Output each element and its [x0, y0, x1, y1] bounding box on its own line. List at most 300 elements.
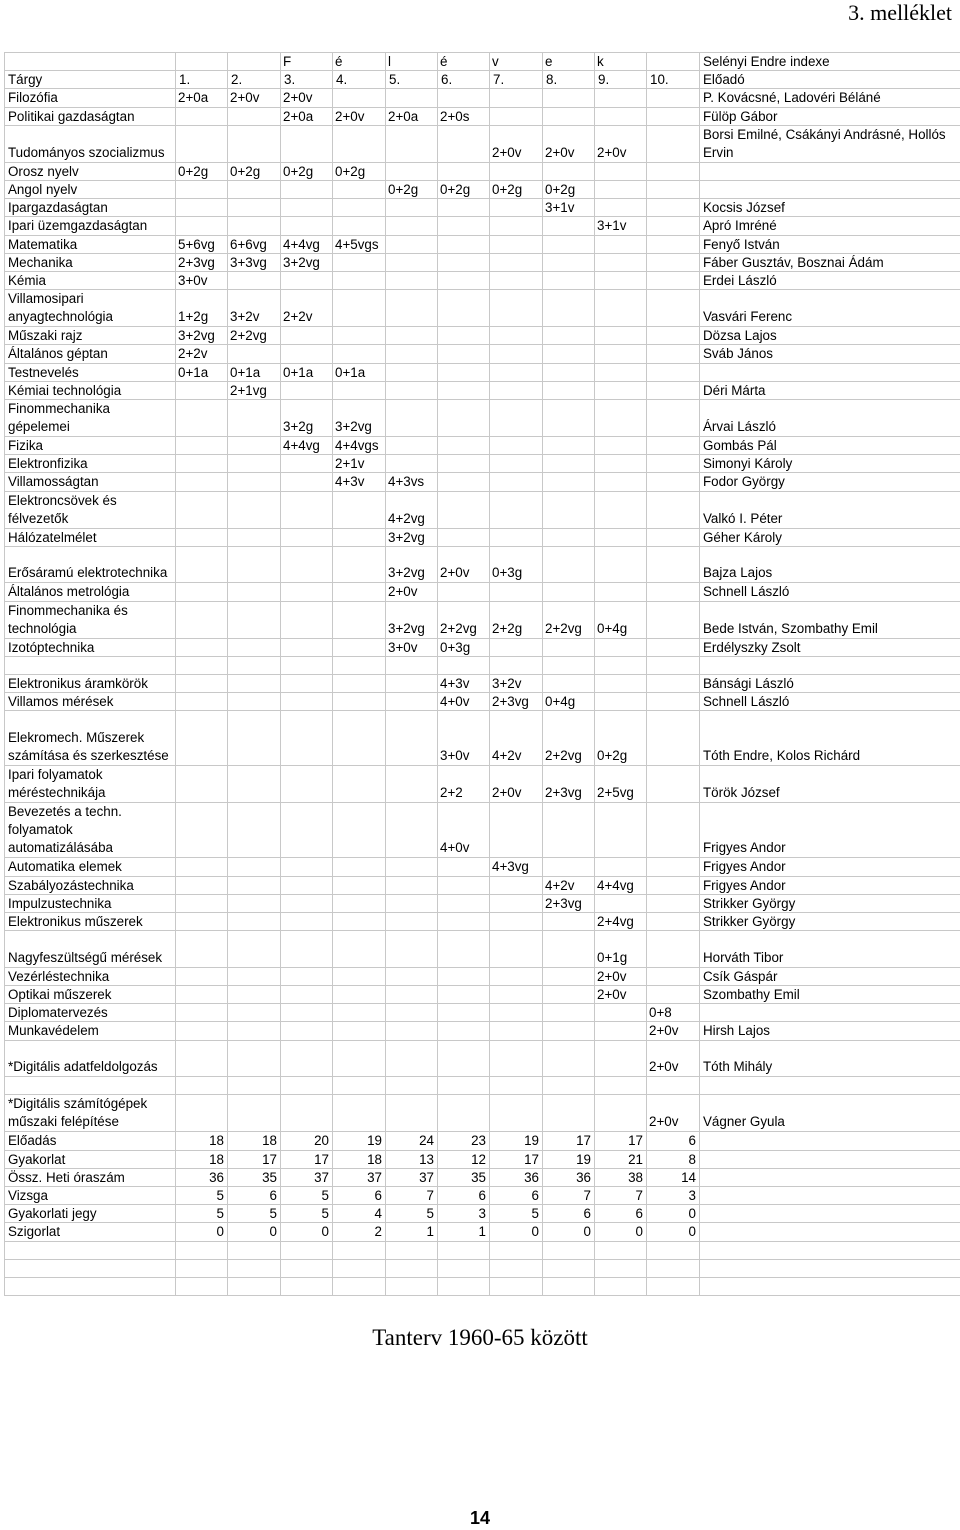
semester-hours [647, 894, 700, 912]
semester-hours [281, 181, 333, 199]
empty-cell [490, 1259, 543, 1277]
summary-row [5, 1168, 960, 1186]
semester-hours [595, 1095, 647, 1132]
semester-hours [543, 272, 595, 290]
semester-hours [386, 711, 438, 766]
subject-row [5, 473, 960, 491]
summary-value: 3 [647, 1186, 700, 1204]
semester-hours [647, 272, 700, 290]
semester-hours [176, 455, 228, 473]
semester-hours [281, 528, 333, 546]
subject-row [5, 1040, 960, 1077]
subject-name: Matematika [5, 235, 176, 253]
summary-value: 21 [595, 1150, 647, 1168]
summary-value: 0 [647, 1205, 700, 1223]
subject-row [5, 711, 960, 766]
semester-hours [386, 125, 438, 162]
subject-name: Szabályozástechnika [5, 876, 176, 894]
semester-hours [228, 912, 281, 930]
semester-hours: 2+0v [647, 1022, 700, 1040]
semester-hours [490, 1077, 543, 1095]
semester-hours: 0+1a [281, 363, 333, 381]
semester-hours [333, 199, 386, 217]
semester-hours: 4+3v [333, 473, 386, 491]
subject-row [5, 491, 960, 528]
subject-name: Vezérléstechnika [5, 967, 176, 985]
lecturer-name: Tóth Mihály [700, 1040, 960, 1077]
curriculum-table-body [5, 53, 960, 1296]
lecturer-name [700, 181, 960, 199]
subject-row [5, 199, 960, 217]
semester-hours [490, 455, 543, 473]
semester-hours: 3+2vg [281, 253, 333, 271]
subject-row [5, 912, 960, 930]
semester-hours [438, 253, 490, 271]
lecturer-name: Strikker György [700, 894, 960, 912]
summary-value: 6 [228, 1186, 281, 1204]
lecturer-name: Valkó I. Péter [700, 491, 960, 528]
semester-hours: 2+2 [438, 766, 490, 803]
semester-hours: 2+0v [595, 985, 647, 1003]
summary-value: 23 [438, 1132, 490, 1150]
subject-name: Ipari üzemgazdaságtan [5, 217, 176, 235]
semester-hours: 2+0v [647, 1040, 700, 1077]
summary-label: Előadás [5, 1132, 176, 1150]
empty-cell [228, 1277, 281, 1295]
semester-hours [647, 381, 700, 399]
semester-hours [647, 876, 700, 894]
summary-value: 0 [228, 1223, 281, 1241]
summary-blank [700, 1223, 960, 1241]
semester-hours [228, 1040, 281, 1077]
semester-title-letter: é [438, 53, 490, 71]
column-header: 1. [176, 71, 228, 89]
semester-hours [438, 437, 490, 455]
semester-hours [490, 528, 543, 546]
summary-value: 38 [595, 1168, 647, 1186]
column-header: 3. [281, 71, 333, 89]
semester-hours [647, 125, 700, 162]
semester-hours [647, 107, 700, 125]
subject-row [5, 546, 960, 583]
semester-hours [595, 381, 647, 399]
summary-value: 2 [333, 1223, 386, 1241]
semester-hours: 2+2vg [543, 711, 595, 766]
semester-hours: 4+4vg [281, 437, 333, 455]
semester-hours [176, 985, 228, 1003]
semester-hours [281, 546, 333, 583]
semester-hours [543, 912, 595, 930]
lecturer-name: Sváb János [700, 345, 960, 363]
lecturer-name: Erdélyszky Zsolt [700, 638, 960, 656]
semester-hours: 0+2g [228, 162, 281, 180]
semester-hours [595, 656, 647, 674]
summary-value: 6 [647, 1132, 700, 1150]
lecturer-name [700, 363, 960, 381]
semester-hours: 2+2g [490, 601, 543, 638]
semester-hours [386, 858, 438, 876]
empty-cell [333, 1277, 386, 1295]
semester-hours [333, 912, 386, 930]
lecturer-name: Kocsis József [700, 199, 960, 217]
semester-hours: 2+2vg [228, 327, 281, 345]
subject-row [5, 235, 960, 253]
semester-hours [386, 89, 438, 107]
semester-hours [386, 327, 438, 345]
lecturer-name: Dözsa Lajos [700, 327, 960, 345]
semester-hours: 4+0v [438, 803, 490, 858]
semester-hours [490, 272, 543, 290]
summary-value: 18 [176, 1150, 228, 1168]
semester-title-blank [228, 53, 281, 71]
subject-row [5, 290, 960, 327]
page-header-label: 3. melléklet [848, 0, 952, 25]
semester-hours [333, 601, 386, 638]
semester-hours [386, 400, 438, 437]
semester-hours: 2+0v [438, 546, 490, 583]
semester-hours [543, 656, 595, 674]
semester-hours [543, 381, 595, 399]
subject-name: Elekromech. Műszerek számítása és szerkesztése [5, 711, 176, 766]
subject-name: Ipari folyamatok méréstechnikája [5, 766, 176, 803]
semester-hours [333, 290, 386, 327]
semester-hours [543, 363, 595, 381]
semester-hours [333, 894, 386, 912]
summary-value: 24 [386, 1132, 438, 1150]
semester-hours [595, 235, 647, 253]
lecturer-name: Déri Márta [700, 381, 960, 399]
semester-hours: 2+0v [595, 125, 647, 162]
semester-hours: 2+4vg [595, 912, 647, 930]
semester-hours: 3+2vg [386, 546, 438, 583]
semester-hours [333, 345, 386, 363]
semester-hours [176, 638, 228, 656]
semester-hours [228, 876, 281, 894]
semester-hours [647, 162, 700, 180]
summary-value: 14 [647, 1168, 700, 1186]
subject-row [5, 181, 960, 199]
semester-hours [647, 363, 700, 381]
semester-hours [438, 363, 490, 381]
semester-hours [176, 675, 228, 693]
semester-hours [543, 1040, 595, 1077]
lecturer-name: Bánsági László [700, 675, 960, 693]
semester-hours: 3+1v [595, 217, 647, 235]
semester-title-letter: e [543, 53, 595, 71]
semester-hours: 2+1v [333, 455, 386, 473]
subject-row [5, 125, 960, 162]
semester-hours [647, 675, 700, 693]
semester-hours: 4+4vg [595, 876, 647, 894]
semester-title-letter: v [490, 53, 543, 71]
semester-hours [438, 199, 490, 217]
subject-name: Politikai gazdaságtan [5, 107, 176, 125]
summary-blank [700, 1132, 960, 1150]
semester-hours [595, 327, 647, 345]
semester-hours: 2+0v [228, 89, 281, 107]
semester-hours: 3+2vg [333, 400, 386, 437]
summary-value: 37 [386, 1168, 438, 1186]
subject-row [5, 89, 960, 107]
subject-name: Elektroncsövek és félvezetők [5, 491, 176, 528]
subject-name: Műszaki rajz [5, 327, 176, 345]
semester-hours [176, 181, 228, 199]
summary-value: 37 [281, 1168, 333, 1186]
subject-row [5, 253, 960, 271]
column-header: Előadó [700, 71, 960, 89]
subject-name: Testnevelés [5, 363, 176, 381]
semester-hours: 2+0v [386, 583, 438, 601]
lecturer-name: Bajza Lajos [700, 546, 960, 583]
semester-hours [228, 1004, 281, 1022]
lecturer-name: Szombathy Emil [700, 985, 960, 1003]
semester-hours: 3+2v [490, 675, 543, 693]
semester-hours [647, 546, 700, 583]
subject-row [5, 1022, 960, 1040]
semester-hours [595, 290, 647, 327]
subject-name: Filozófia [5, 89, 176, 107]
semester-hours [333, 253, 386, 271]
semester-hours [386, 1022, 438, 1040]
empty-cell [490, 1241, 543, 1259]
semester-hours [281, 381, 333, 399]
semester-hours [543, 437, 595, 455]
semester-hours [176, 711, 228, 766]
semester-hours [386, 803, 438, 858]
empty-cell [333, 1259, 386, 1277]
summary-value: 5 [281, 1205, 333, 1223]
semester-hours [647, 290, 700, 327]
semester-hours [647, 400, 700, 437]
semester-hours [333, 1022, 386, 1040]
semester-hours [490, 985, 543, 1003]
semester-title-blank [176, 53, 228, 71]
semester-hours [386, 931, 438, 968]
semester-hours [333, 803, 386, 858]
semester-hours [647, 601, 700, 638]
semester-hours [228, 437, 281, 455]
semester-hours [228, 601, 281, 638]
subject-name [5, 1077, 176, 1095]
semester-hours [228, 125, 281, 162]
semester-hours [228, 199, 281, 217]
semester-hours [333, 638, 386, 656]
semester-hours [595, 199, 647, 217]
semester-hours: 2+0v [490, 766, 543, 803]
empty-cell [490, 1277, 543, 1295]
semester-hours [228, 583, 281, 601]
semester-hours: 2+0v [543, 125, 595, 162]
semester-hours [490, 290, 543, 327]
semester-hours [543, 803, 595, 858]
lecturer-name: Hirsh Lajos [700, 1022, 960, 1040]
semester-hours [176, 381, 228, 399]
semester-hours [595, 803, 647, 858]
summary-value: 17 [490, 1150, 543, 1168]
semester-hours [176, 546, 228, 583]
subject-name: Elektronikus műszerek [5, 912, 176, 930]
summary-value: 5 [176, 1186, 228, 1204]
semester-hours [543, 327, 595, 345]
semester-hours [438, 931, 490, 968]
semester-hours [386, 272, 438, 290]
curriculum-table [4, 52, 960, 1296]
empty-cell [176, 1241, 228, 1259]
semester-hours: 4+3vg [490, 858, 543, 876]
semester-hours [595, 1004, 647, 1022]
semester-hours: 3+2vg [386, 601, 438, 638]
summary-blank [700, 1168, 960, 1186]
lecturer-name: Csík Gáspár [700, 967, 960, 985]
semester-hours [647, 473, 700, 491]
semester-hours [228, 400, 281, 437]
semester-hours: 3+2vg [176, 327, 228, 345]
lecturer-name [700, 1077, 960, 1095]
semester-hours: 0+1a [228, 363, 281, 381]
subject-name: Fizika [5, 437, 176, 455]
subject-name: Általános géptan [5, 345, 176, 363]
semester-hours: 2+3vg [176, 253, 228, 271]
lecturer-name: Schnell László [700, 693, 960, 711]
semester-hours: 0+3g [490, 546, 543, 583]
semester-hours [647, 253, 700, 271]
subject-name: Impulzustechnika [5, 894, 176, 912]
subject-name: Munkavédelem [5, 1022, 176, 1040]
empty-cell [228, 1259, 281, 1277]
summary-label: Gyakorlati jegy [5, 1205, 176, 1223]
semester-hours [595, 583, 647, 601]
subject-row [5, 381, 960, 399]
subject-row [5, 967, 960, 985]
summary-value: 20 [281, 1132, 333, 1150]
subject-row [5, 217, 960, 235]
semester-title-letter: k [595, 53, 647, 71]
semester-hours [176, 1095, 228, 1132]
semester-hours: 0+2g [386, 181, 438, 199]
semester-hours [543, 638, 595, 656]
subject-row [5, 638, 960, 656]
semester-hours [386, 363, 438, 381]
semester-hours [490, 107, 543, 125]
summary-value: 0 [647, 1223, 700, 1241]
column-header: 4. [333, 71, 386, 89]
semester-hours [176, 656, 228, 674]
summary-value: 18 [228, 1132, 281, 1150]
semester-hours [490, 235, 543, 253]
semester-hours [386, 1004, 438, 1022]
subject-row [5, 858, 960, 876]
semester-hours [281, 711, 333, 766]
semester-hours [543, 491, 595, 528]
semester-hours [543, 1095, 595, 1132]
subject-name: Tudományos szocializmus [5, 125, 176, 162]
semester-hours [543, 675, 595, 693]
semester-title-blank [5, 53, 176, 71]
column-header: 7. [490, 71, 543, 89]
semester-hours: 0+8 [647, 1004, 700, 1022]
semester-hours [386, 766, 438, 803]
semester-hours: 0+1a [333, 363, 386, 381]
summary-value: 36 [176, 1168, 228, 1186]
semester-hours [595, 894, 647, 912]
semester-hours [176, 766, 228, 803]
subject-name: Automatika elemek [5, 858, 176, 876]
semester-hours [228, 931, 281, 968]
summary-label: Vizsga [5, 1186, 176, 1204]
column-header: 8. [543, 71, 595, 89]
semester-hours [176, 931, 228, 968]
semester-hours [281, 675, 333, 693]
semester-hours [543, 985, 595, 1003]
semester-hours [647, 528, 700, 546]
semester-hours [386, 235, 438, 253]
semester-hours: 0+2g [438, 181, 490, 199]
column-header: 10. [647, 71, 700, 89]
semester-hours: 2+2v [281, 290, 333, 327]
semester-hours [228, 107, 281, 125]
lecturer-name: Tóth Endre, Kolos Richárd [700, 711, 960, 766]
subject-name: Bevezetés a techn. folyamatok automatizálásába [5, 803, 176, 858]
semester-hours [333, 967, 386, 985]
empty-cell [176, 1259, 228, 1277]
semester-hours [595, 1077, 647, 1095]
summary-value: 36 [543, 1168, 595, 1186]
empty-cell [543, 1259, 595, 1277]
summary-value: 17 [281, 1150, 333, 1168]
semester-hours [543, 235, 595, 253]
summary-value: 0 [490, 1223, 543, 1241]
semester-hours [490, 967, 543, 985]
semester-hours: 2+0a [281, 107, 333, 125]
empty-cell [438, 1241, 490, 1259]
semester-hours: 4+3vs [386, 473, 438, 491]
semester-hours [438, 381, 490, 399]
subject-row [5, 400, 960, 437]
semester-hours: 2+0a [386, 107, 438, 125]
semester-hours [228, 491, 281, 528]
summary-value: 0 [281, 1223, 333, 1241]
subject-row [5, 437, 960, 455]
column-header: 9. [595, 71, 647, 89]
summary-value: 35 [228, 1168, 281, 1186]
subject-name: Ipargazdaságtan [5, 199, 176, 217]
semester-hours [438, 272, 490, 290]
semester-hours [176, 1077, 228, 1095]
semester-hours: 2+0v [333, 107, 386, 125]
lecturer-name: Fenyő István [700, 235, 960, 253]
semester-hours [333, 583, 386, 601]
semester-hours [543, 473, 595, 491]
semester-hours [438, 894, 490, 912]
semester-hours [490, 803, 543, 858]
semester-hours [281, 272, 333, 290]
semester-hours: 3+2g [281, 400, 333, 437]
semester-hours [333, 89, 386, 107]
summary-value: 12 [438, 1150, 490, 1168]
semester-hours [228, 894, 281, 912]
semester-hours [228, 985, 281, 1003]
semester-hours [333, 125, 386, 162]
semester-hours [281, 1040, 333, 1077]
semester-hours [595, 693, 647, 711]
semester-hours [647, 967, 700, 985]
semester-hours [490, 381, 543, 399]
semester-hours [386, 217, 438, 235]
empty-cell [386, 1259, 438, 1277]
semester-hours [281, 345, 333, 363]
empty-cell [595, 1259, 647, 1277]
semester-hours [228, 455, 281, 473]
